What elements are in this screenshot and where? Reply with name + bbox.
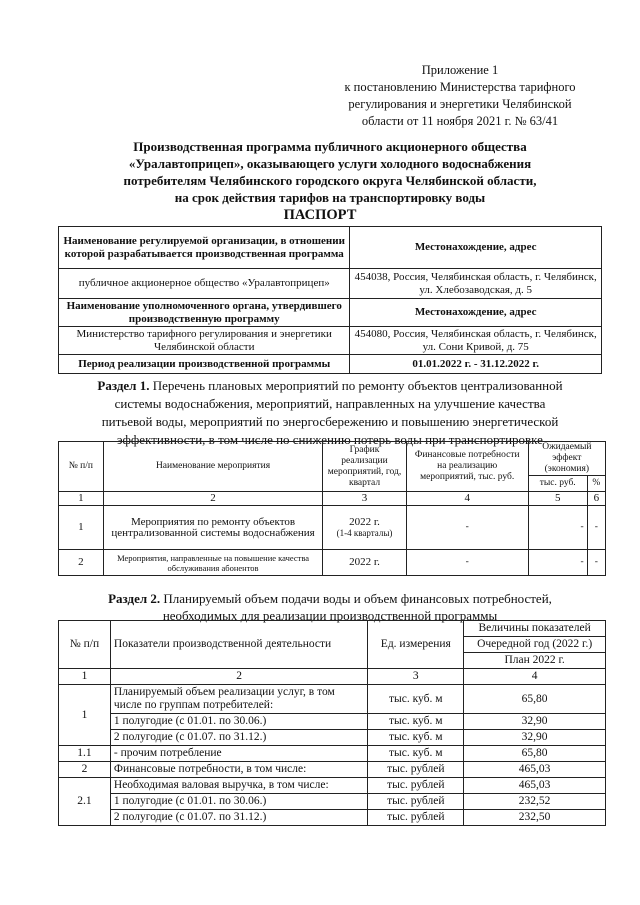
section1-text: эффективности, в том числе по снижению потерь воды при транспортировке bbox=[117, 432, 543, 447]
section1-text: системы водоснабжения, мероприятий, направленных на улучшение качества bbox=[114, 396, 546, 411]
row-value: 65,80 bbox=[464, 685, 606, 714]
location-header-cell: Местонахождение, адрес bbox=[350, 227, 602, 269]
col-number: 2 bbox=[110, 669, 367, 685]
table-row bbox=[59, 730, 606, 746]
row-unit: тыс. куб. м bbox=[368, 685, 464, 714]
table-row bbox=[59, 746, 606, 762]
authority-header-cell: Наименование уполномоченного органа, утвердившего производственную программу bbox=[59, 299, 350, 327]
table-row bbox=[59, 794, 606, 810]
title-line: «Уралавтоприцеп», оказывающего услуги холодного водоснабжения bbox=[128, 156, 532, 171]
col-header-effect: Ожидаемый эффект (экономия) bbox=[528, 442, 605, 476]
row-unit: тыс. куб. м bbox=[368, 746, 464, 762]
appendix-line: к постановлению Министерства тарифного bbox=[344, 80, 576, 94]
col-header-num: № п/п bbox=[59, 442, 104, 492]
section1-text: питьевой воды, мероприятий по энергосбережению и повышению энергетической bbox=[101, 414, 559, 429]
row-num: 2 bbox=[59, 762, 111, 778]
row-unit: тыс. рублей bbox=[368, 810, 464, 826]
appendix-block bbox=[330, 62, 590, 130]
section2-heading bbox=[60, 590, 600, 624]
org-address-cell: 454038, Россия, Челябинская область, г. Челябинск, ул. Хлебозаводская, д. 5 bbox=[350, 269, 602, 299]
col-number: 3 bbox=[323, 492, 406, 506]
section1-heading bbox=[60, 377, 600, 449]
row-finance: - bbox=[406, 550, 528, 576]
section2-text: необходимых для реализации производственной программы bbox=[162, 608, 498, 623]
row-pct: - bbox=[587, 506, 605, 550]
col-number: 3 bbox=[368, 669, 464, 685]
authority-location-header-cell: Местонахождение, адрес bbox=[350, 299, 602, 327]
col-header-effect-rub: тыс. руб. bbox=[528, 476, 587, 492]
title-line: Производственная программа публичного акционерного общества bbox=[133, 139, 527, 154]
appendix-line: Приложение 1 bbox=[421, 63, 499, 77]
row-label: 2 полугодие (с 01.07. по 31.12.) bbox=[110, 810, 367, 826]
row-num: 1.1 bbox=[59, 746, 111, 762]
row-num: 1 bbox=[59, 506, 104, 550]
col-header-next-year: Очередной год (2022 г.) bbox=[464, 637, 606, 653]
row-pct: - bbox=[587, 550, 605, 576]
row-value: 232,50 bbox=[464, 810, 606, 826]
col-number: 5 bbox=[528, 492, 587, 506]
table-row bbox=[59, 714, 606, 730]
org-header-cell: Наименование регулируемой организации, в отношении которой разрабатывается производственная программа bbox=[59, 227, 350, 269]
row-label: Необходимая валовая выручка, в том числе: bbox=[110, 778, 367, 794]
table-row bbox=[59, 506, 606, 550]
row-num: 1 bbox=[59, 685, 111, 746]
table-row bbox=[59, 550, 606, 576]
row-label: 1 полугодие (с 01.01. по 30.06.) bbox=[110, 794, 367, 810]
measures-table bbox=[58, 441, 606, 576]
col-header-schedule: График реализации мероприятий, год, квартал bbox=[323, 442, 406, 492]
title-line: потребителям Челябинского городского округа Челябинской области, bbox=[123, 173, 537, 188]
row-name: Мероприятия по ремонту объектов централизованной системы водоснабжения bbox=[103, 506, 323, 550]
row-unit: тыс. куб. м bbox=[368, 714, 464, 730]
col-header-num: № п/п bbox=[59, 621, 111, 669]
org-name-cell: публичное акционерное общество «Уралавтоприцеп» bbox=[59, 269, 350, 299]
row-value: 465,03 bbox=[464, 762, 606, 778]
passport-table bbox=[58, 226, 602, 374]
row-num: 2 bbox=[59, 550, 104, 576]
section2-label: Раздел 2. bbox=[108, 591, 161, 606]
row-label: Финансовые потребности, в том числе: bbox=[110, 762, 367, 778]
table-row bbox=[59, 778, 606, 794]
section1-label: Раздел 1. bbox=[97, 378, 150, 393]
appendix-line: регулирования и энергетики Челябинской bbox=[348, 97, 572, 111]
row-finance: - bbox=[406, 506, 528, 550]
row-schedule bbox=[323, 506, 406, 550]
row-label: - прочим потребление bbox=[110, 746, 367, 762]
row-unit: тыс. куб. м bbox=[368, 730, 464, 746]
period-value-cell: 01.01.2022 г. - 31.12.2022 г. bbox=[350, 355, 602, 374]
row-value: 32,90 bbox=[464, 714, 606, 730]
authority-name-cell: Министерство тарифного регулирования и энергетики Челябинской области bbox=[59, 327, 350, 355]
authority-address-cell: 454080, Россия, Челябинская область, г. Челябинск, ул. Сони Кривой, д. 75 bbox=[350, 327, 602, 355]
table-row bbox=[59, 810, 606, 826]
table-row bbox=[59, 685, 606, 714]
row-unit: тыс. рублей bbox=[368, 762, 464, 778]
row-value: 65,80 bbox=[464, 746, 606, 762]
section1-text: Перечень плановых мероприятий по ремонту объектов централизованной bbox=[152, 378, 563, 393]
row-num: 2.1 bbox=[59, 778, 111, 826]
row-label: 1 полугодие (с 01.01. по 30.06.) bbox=[110, 714, 367, 730]
row-schedule-year: 2022 г. bbox=[349, 515, 380, 528]
row-unit: тыс. рублей bbox=[368, 794, 464, 810]
col-header-plan: План 2022 г. bbox=[464, 653, 606, 669]
col-number: 1 bbox=[59, 669, 111, 685]
row-schedule: 2022 г. bbox=[323, 550, 406, 576]
row-label: 2 полугодие (с 01.07. по 31.12.) bbox=[110, 730, 367, 746]
col-number: 2 bbox=[103, 492, 323, 506]
col-header-name: Наименование мероприятия bbox=[103, 442, 323, 492]
row-unit: тыс. рублей bbox=[368, 778, 464, 794]
table-row bbox=[59, 762, 606, 778]
col-number: 6 bbox=[587, 492, 605, 506]
period-label-cell: Период реализации производственной программы bbox=[59, 355, 350, 374]
volumes-table bbox=[58, 620, 606, 826]
title-line: на срок действия тарифов на транспортировку воды bbox=[174, 190, 486, 205]
row-value: 232,52 bbox=[464, 794, 606, 810]
row-value: 32,90 bbox=[464, 730, 606, 746]
appendix-line: области от 11 ноября 2021 г. № 63/41 bbox=[361, 114, 559, 128]
document-title bbox=[60, 138, 600, 206]
row-schedule-note: (1-4 кварталы) bbox=[336, 527, 393, 538]
col-number: 4 bbox=[406, 492, 528, 506]
row-value: 465,03 bbox=[464, 778, 606, 794]
row-rub: - bbox=[528, 550, 587, 576]
col-header-finance: Финансовые потребности на реализацию мероприятий, тыс. руб. bbox=[406, 442, 528, 492]
col-header-unit: Ед. измерения bbox=[368, 621, 464, 669]
row-rub: - bbox=[528, 506, 587, 550]
col-header-effect-pct: % bbox=[587, 476, 605, 492]
section2-text: Планируемый объем подачи воды и объем финансовых потребностей, bbox=[163, 591, 552, 606]
row-name: Мероприятия, направленные на повышение качества обслуживания абонентов bbox=[103, 550, 323, 576]
col-number: 1 bbox=[59, 492, 104, 506]
passport-heading: ПАСПОРТ bbox=[283, 207, 357, 223]
col-header-values: Величины показателей bbox=[464, 621, 606, 637]
col-header-indicators: Показатели производственной деятельности bbox=[110, 621, 367, 669]
col-number: 4 bbox=[464, 669, 606, 685]
row-label: Планируемый объем реализации услуг, в том числе по группам потребителей: bbox=[110, 685, 367, 714]
